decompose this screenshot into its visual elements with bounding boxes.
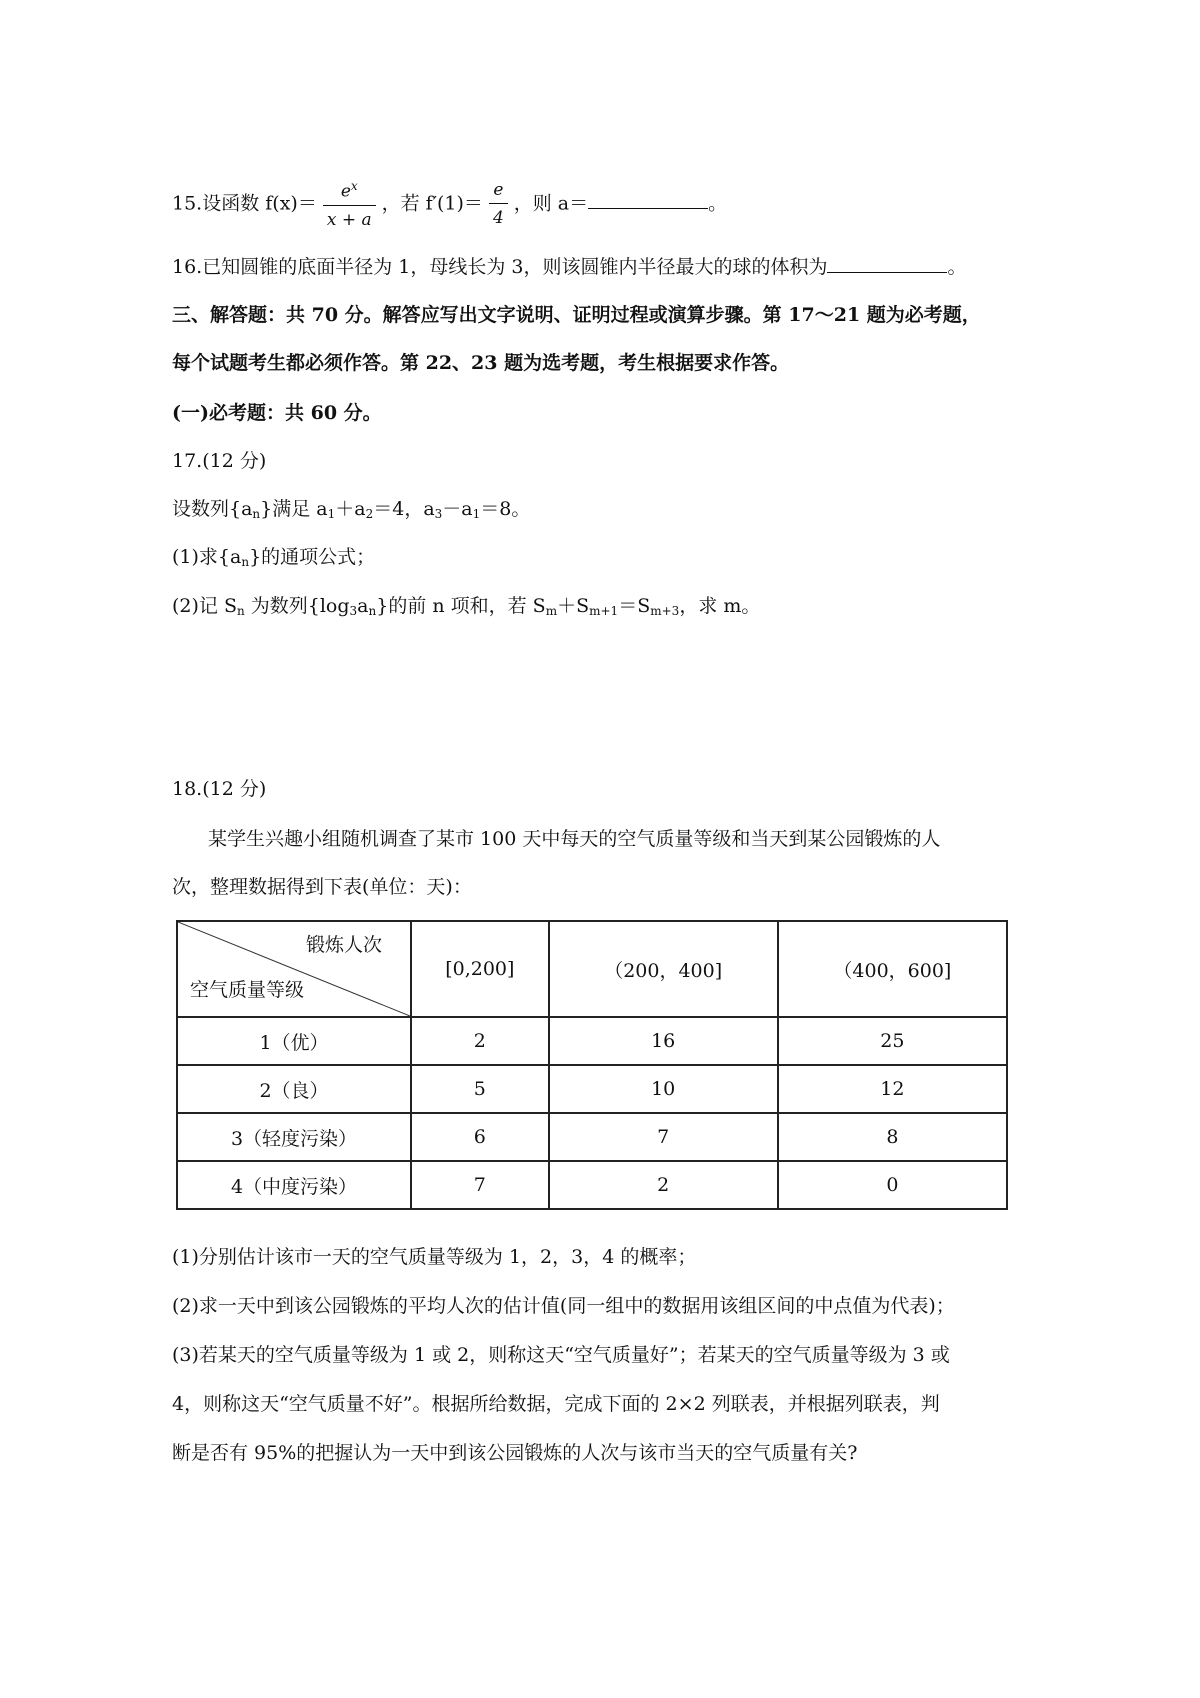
q15-fraction	[323, 180, 376, 229]
q18-part-1: (1)分别估计该市一天的空气质量等级为 1，2，3，4 的概率；	[172, 1246, 697, 1268]
q18-intro-line-2: 次，整理数据得到下表(单位：天)：	[172, 876, 472, 898]
q17-p2-sub5: m+1	[589, 604, 619, 618]
section-3-line-2: 每个试题考生都必须作答。第 22、23 题为选考题，考生根据要求作答。	[172, 352, 790, 374]
table-cell: 2	[549, 1161, 778, 1209]
q17-stem-a-sub: n	[252, 507, 261, 521]
q16-end: 。	[947, 256, 967, 278]
q17-stem-e: －a	[442, 498, 473, 520]
question-16	[172, 256, 967, 277]
q15-end: 。	[708, 192, 728, 215]
table-cell: 6	[411, 1113, 549, 1161]
corner-bottom-label: 空气质量等级	[190, 979, 305, 1001]
table-cell: 7	[411, 1161, 549, 1209]
table-cell: 8	[778, 1113, 1007, 1161]
q15-suffix: ，则 a＝	[513, 192, 589, 215]
table-corner-cell	[177, 921, 411, 1017]
q15-fraction-2	[489, 179, 508, 228]
q18-part-3-line-1: (3)若某天的空气质量等级为 1 或 2，则称这天“空气质量好”；若某天的空气质量等级为 3 或	[172, 1344, 950, 1366]
q17-p2-c: a	[357, 595, 369, 617]
q17-p1-a: (1)求{a	[172, 546, 242, 568]
q17-p2-d: }的前 n 项和，若 S	[376, 595, 546, 617]
q18-part-2: (2)求一天中到该公园锻炼的平均人次的估计值(同一组中的数据用该组区间的中点值为代表)；	[172, 1295, 955, 1317]
q15-frac-sup: x	[350, 179, 358, 193]
corner-top-label: 锻炼人次	[305, 934, 382, 956]
column-header: （200，400]	[549, 921, 778, 1017]
table-cell: 5	[411, 1065, 549, 1113]
q18-part-3-line-3: 断是否有 95%的把握认为一天中到该公园锻炼的人次与该市当天的空气质量有关?	[172, 1442, 858, 1464]
table-row	[177, 1065, 1007, 1113]
table-row	[177, 1161, 1007, 1209]
q15-frac2-num: e	[489, 182, 508, 204]
row-label: 4（中度污染）	[177, 1161, 411, 1209]
q15-answer-blank[interactable]	[588, 192, 708, 209]
q17-p2-sub3: n	[368, 604, 377, 618]
q17-p2-sub6: m+3	[650, 604, 680, 618]
q17-p2-sub2: 3	[349, 604, 358, 618]
table-cell: 25	[778, 1017, 1007, 1065]
table-row	[177, 1017, 1007, 1065]
q18-intro-line-1: 某学生兴趣小组随机调查了某市 100 天中每天的空气质量等级和当天到某公园锻炼的人	[208, 828, 941, 850]
required-section-heading: (一)必考题：共 60 分。	[172, 402, 382, 424]
table-cell: 2	[411, 1017, 549, 1065]
table-cell: 7	[549, 1113, 778, 1161]
q17-stem	[172, 500, 530, 520]
q18-header: 18.(12 分)	[172, 778, 267, 800]
q17-stem-a: 设数列{a	[172, 498, 253, 520]
q16-answer-blank[interactable]	[827, 256, 947, 273]
q17-stem-d-sub: 3	[434, 507, 443, 521]
question-15	[172, 180, 727, 229]
q17-p2-sub4: m	[545, 604, 558, 618]
q17-p2-sub1: n	[236, 604, 245, 618]
q17-part-2	[172, 597, 760, 617]
q15-frac-den: x + a	[326, 209, 372, 230]
q17-stem-c: ＋a	[335, 498, 366, 520]
q17-part-1	[172, 548, 375, 568]
q17-stem-f: ＝8。	[480, 498, 531, 520]
q17-p2-a: (2)记 S	[172, 595, 237, 617]
table-cell: 12	[778, 1065, 1007, 1113]
q15-frac-num: e	[340, 181, 351, 202]
air-quality-table	[176, 920, 1008, 1210]
table-cell: 0	[778, 1161, 1007, 1209]
q17-p2-f: ＝S	[618, 595, 651, 617]
column-header: [0,200]	[411, 921, 549, 1017]
q17-p2-e: ＋S	[557, 595, 590, 617]
q17-p2-g: ，求 m。	[679, 595, 761, 617]
q17-stem-e-sub: 1	[472, 507, 481, 521]
q17-stem-d: ＝4，a	[373, 498, 435, 520]
table-header-row	[177, 921, 1007, 1017]
table-row	[177, 1113, 1007, 1161]
q15-frac2-den: 4	[492, 207, 504, 228]
q17-p1-b: }的通项公式；	[249, 546, 376, 568]
column-header: （400，600]	[778, 921, 1007, 1017]
row-label: 3（轻度污染）	[177, 1113, 411, 1161]
q17-stem-c-sub: 2	[365, 507, 374, 521]
q16-text: 16.已知圆锥的底面半径为 1，母线长为 3，则该圆锥内半径最大的球的体积为	[172, 256, 828, 278]
table-cell: 10	[549, 1065, 778, 1113]
q17-p1-sub: n	[241, 555, 250, 569]
section-3-line-1: 三、解答题：共 70 分。解答应写出文字说明、证明过程或演算步骤。第 17～21 题为必考题，	[172, 304, 981, 326]
table-cell: 16	[549, 1017, 778, 1065]
q17-stem-b-sub: 1	[327, 507, 336, 521]
q17-p2-b: 为数列{log	[244, 595, 350, 617]
q15-mid: ，若 f′(1)＝	[381, 192, 483, 215]
row-label: 2（良）	[177, 1065, 411, 1113]
row-label: 1（优）	[177, 1017, 411, 1065]
q17-header: 17.(12 分)	[172, 450, 267, 472]
q18-part-3-line-2: 4，则称这天“空气质量不好”。根据所给数据，完成下面的 2×2 列联表，并根据列联表，判	[172, 1393, 940, 1415]
q17-stem-b: }满足 a	[260, 498, 328, 520]
q15-prefix: 15.设函数 f(x)＝	[172, 192, 317, 215]
